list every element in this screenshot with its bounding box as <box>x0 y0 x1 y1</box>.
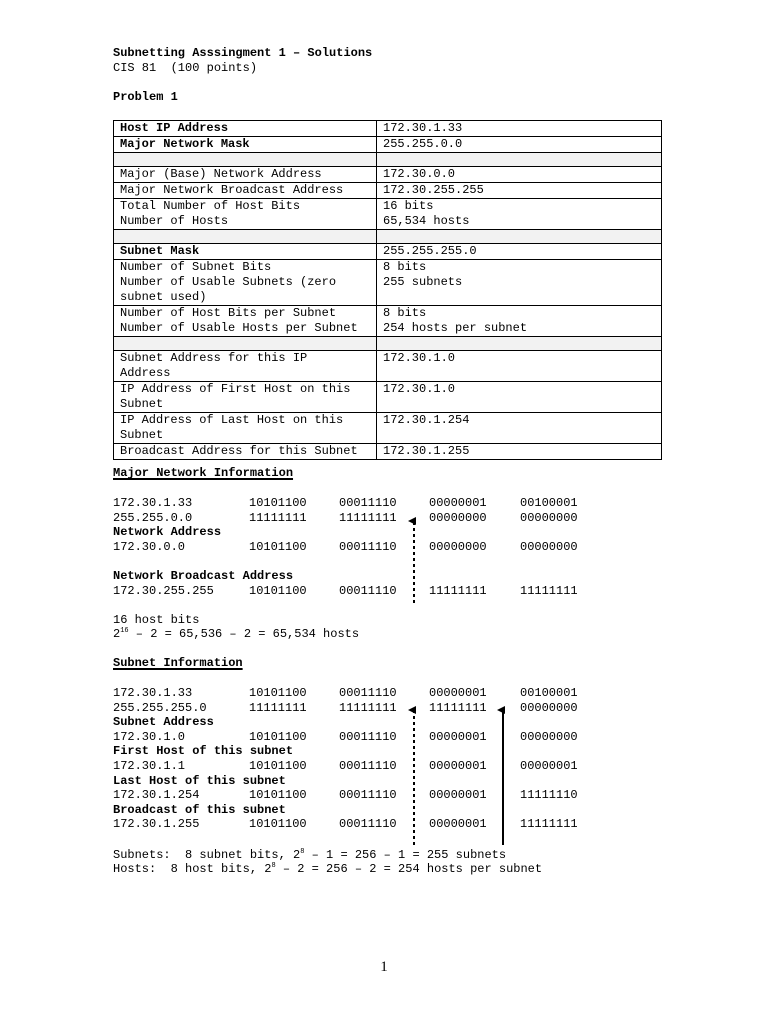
row-value: 255.255.255.0 <box>377 244 662 260</box>
address-dotted: 172.30.1.254 <box>113 788 200 803</box>
host-bits-text: 16 host bits <box>113 613 200 627</box>
binary-octet: 00000000 <box>520 539 578 554</box>
row-value: 8 bits 255 subnets <box>377 260 662 306</box>
address-dotted: 255.255.0.0 <box>113 510 193 525</box>
binary-octet: 00000001 <box>429 788 487 803</box>
address-dotted: 172.30.1.255 <box>113 817 200 832</box>
row-label: Number of Host Bits per Subnet Number of Usable Hosts per Subnet <box>114 306 377 337</box>
row-value: 172.30.1.254 <box>377 413 662 444</box>
hosts-calculation: $2^{16} - 2 = 65,536 - 2 = 65,534$ hosts <box>113 627 360 641</box>
section-label: Network Broadcast Address <box>113 569 294 583</box>
binary-octet: 11111111 <box>249 510 307 525</box>
row-label: Major (Base) Network Address <box>114 167 377 183</box>
row-label: Host IP Address <box>114 121 377 137</box>
major-network-heading: Major Network Information <box>113 466 294 480</box>
row-label: Broadcast Address for this Subnet <box>114 444 377 460</box>
binary-octet: 11111110 <box>520 788 578 803</box>
row-value: 172.30.1.255 <box>377 444 662 460</box>
binary-octet: 10101100 <box>249 788 307 803</box>
row-value: 172.30.1.33 <box>377 121 662 137</box>
binary-octet: 00011110 <box>339 686 397 700</box>
binary-octet: 10101100 <box>249 686 307 700</box>
binary-octet: 00000000 <box>520 729 578 744</box>
section-label: Network Address <box>113 525 222 540</box>
binary-octet: 10101100 <box>249 539 307 554</box>
address-dotted: 255.255.255.0 <box>113 700 207 715</box>
binary-octet: 10101100 <box>249 496 307 510</box>
binary-octet: 00000001 <box>429 496 487 510</box>
binary-octet: 00100001 <box>520 686 578 700</box>
binary-octet: 00011110 <box>339 539 397 554</box>
row-label: Subnet Mask <box>114 244 377 260</box>
binary-octet: 00011110 <box>339 583 397 598</box>
binary-octet: 00000001 <box>429 759 487 773</box>
row-value: 172.30.0.0 <box>377 167 662 183</box>
binary-octet: 00011110 <box>339 729 397 744</box>
binary-octet: 10101100 <box>249 759 307 773</box>
row-label: IP Address of Last Host on this Subnet <box>114 413 377 444</box>
row-label: IP Address of First Host on this Subnet <box>114 382 377 413</box>
binary-octet: 00000001 <box>429 817 487 832</box>
row-label: Subnet Address for this IP Address <box>114 351 377 382</box>
row-label: Major Network Mask <box>114 137 377 153</box>
binary-octet: 00000000 <box>520 700 578 715</box>
binary-octet: 00000000 <box>429 539 487 554</box>
row-value: 8 bits 254 hosts per subnet <box>377 306 662 337</box>
row-value: 172.30.1.0 <box>377 351 662 382</box>
binary-octet: 00011110 <box>339 817 397 832</box>
row-value: 16 bits 65,534 hosts <box>377 199 662 230</box>
address-dotted: 172.30.1.33 <box>113 686 193 700</box>
binary-octet: 11111111 <box>520 583 578 598</box>
row-label: Number of Subnet Bits Number of Usable Subnets (zero subnet used) <box>114 260 377 306</box>
binary-octet: 11111111 <box>429 583 487 598</box>
binary-octet: 00011110 <box>339 759 397 773</box>
row-value: 172.30.255.255 <box>377 183 662 199</box>
binary-octet: 11111111 <box>429 700 487 715</box>
subnet-heading: Subnet Information <box>113 656 243 670</box>
section-label: Broadcast of this subnet <box>113 802 286 817</box>
section-label: First Host of this subnet <box>113 744 294 759</box>
document-title: Subnetting Asssingment 1 – Solutions <box>113 46 373 60</box>
binary-octet: 00000000 <box>429 510 487 525</box>
hosts-per-subnet-calculation: Hosts: 8 host bits, $2^8 - 2 = 256 - 2 = 254$ hosts per subnet <box>113 862 543 876</box>
binary-octet: 00011110 <box>339 496 397 510</box>
course-info: CIS 81 (100 points) <box>113 61 258 75</box>
subnets-calculation: Subnets: 8 subnet bits, $2^8 - 1 = 256 - 1 = 255$ subnets <box>113 848 507 862</box>
row-value: 255.255.0.0 <box>377 137 662 153</box>
binary-octet: 10101100 <box>249 583 307 598</box>
binary-octet: 00000001 <box>520 759 578 773</box>
binary-octet: 10101100 <box>249 729 307 744</box>
page-number: 1 <box>380 959 388 975</box>
section-label: Last Host of this subnet <box>113 773 286 788</box>
binary-octet: 00100001 <box>520 496 578 510</box>
address-dotted: 172.30.1.0 <box>113 729 186 744</box>
row-label: Total Number of Host Bits Number of Hosts <box>114 199 377 230</box>
address-dotted: 172.30.1.33 <box>113 496 193 510</box>
address-dotted: 172.30.0.0 <box>113 539 186 554</box>
binary-octet: 10101100 <box>249 817 307 832</box>
binary-octet: 00000001 <box>429 729 487 744</box>
row-label: Major Network Broadcast Address <box>114 183 377 199</box>
row-value: 172.30.1.0 <box>377 382 662 413</box>
section-label: Subnet Address <box>113 715 214 730</box>
binary-octet: 11111111 <box>249 700 307 715</box>
binary-octet: 11111111 <box>520 817 578 832</box>
binary-octet: 00000000 <box>520 510 578 525</box>
problem-heading: Problem 1 <box>113 90 178 104</box>
binary-octet: 00011110 <box>339 788 397 803</box>
binary-octet: 11111111 <box>339 700 397 715</box>
address-dotted: 172.30.255.255 <box>113 583 214 598</box>
address-dotted: 172.30.1.1 <box>113 759 186 773</box>
binary-octet: 11111111 <box>339 510 397 525</box>
binary-octet: 00000001 <box>429 686 487 700</box>
